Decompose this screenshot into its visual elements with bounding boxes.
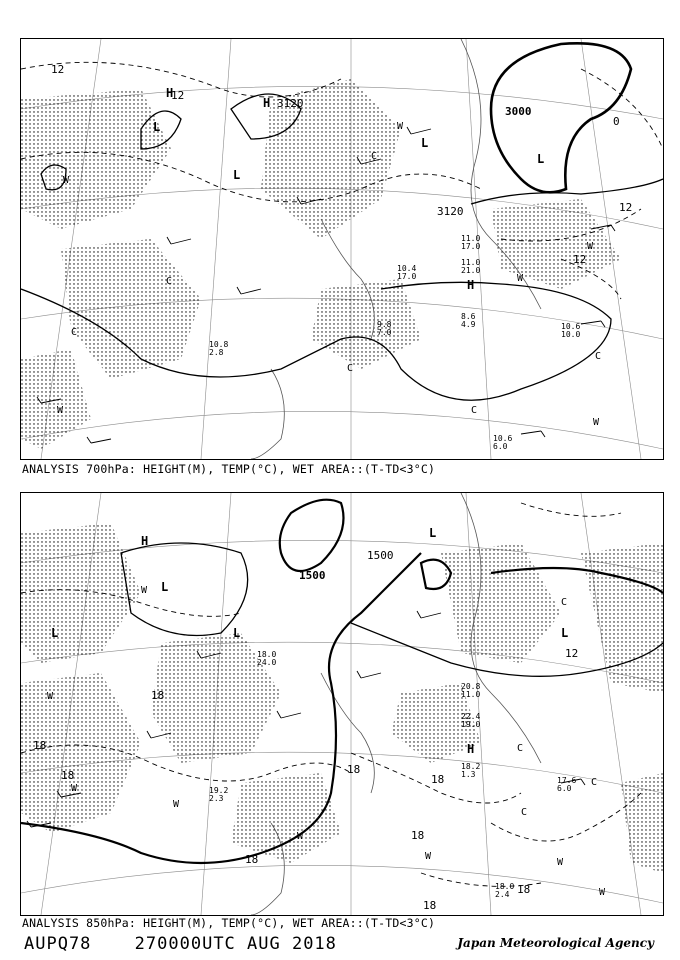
temp-label: 18 (61, 769, 75, 782)
temp-label: 18 (423, 899, 437, 912)
system-marker: L (233, 626, 241, 640)
station-value: 19.0 (461, 720, 481, 729)
temp-label: 18 (151, 689, 165, 702)
system-marker: W (425, 851, 432, 862)
height-label: 1500 (367, 549, 394, 562)
chart-850hpa (20, 492, 664, 916)
system-marker: C (166, 276, 173, 287)
station-value: 17.0 (397, 272, 417, 281)
system-marker: C (371, 151, 378, 162)
system-marker: W (593, 417, 600, 428)
system-marker: L (429, 526, 437, 540)
wet-area-700 (21, 79, 621, 449)
chart-700hpa (20, 38, 664, 460)
station-value: 6.0 (557, 784, 572, 793)
station-value: 19.2 (209, 786, 229, 795)
temp-label: 12 (51, 63, 65, 76)
temp-label: 12 (171, 89, 185, 102)
caption-700hpa: ANALYSIS 700hPa: HEIGHT(M), TEMP(°C), WET AREA::(T-TD<3°C) (22, 462, 436, 476)
station-value: 21.0 (461, 266, 481, 275)
system-marker: H (166, 86, 174, 100)
station-value: 7.0 (377, 328, 392, 337)
station-value: 11.0 (461, 234, 481, 243)
station-value: 17.0 (461, 242, 481, 251)
system-marker: L (51, 626, 59, 640)
system-marker: W (517, 273, 524, 284)
temp-label: 12 (619, 201, 633, 214)
station-value: 20.8 (461, 682, 481, 691)
system-marker: W (63, 175, 70, 186)
station-value: 18.0 (257, 650, 277, 659)
temp-label: 18 (245, 853, 259, 866)
system-marker: H (467, 742, 475, 756)
system-marker: L (561, 626, 569, 640)
station-value: 8.6 (461, 312, 476, 321)
system-marker: W (47, 691, 54, 702)
system-marker: C (591, 777, 598, 788)
station-value: 9.8 (377, 320, 392, 329)
chart-datetime: 270000UTC AUG 2018 (134, 934, 337, 954)
system-marker: C (347, 363, 354, 374)
system-marker: C (595, 351, 602, 362)
system-marker: W (587, 241, 594, 252)
station-value: 1.3 (461, 770, 476, 779)
system-marker: C (521, 807, 528, 818)
station-value: 2.3 (209, 794, 224, 803)
station-value: 2.8 (209, 348, 224, 357)
station-value: 2.4 (495, 890, 510, 899)
station-value: 10.6 (493, 434, 513, 443)
height-label: 3000 (505, 105, 532, 118)
station-value: 10.4 (397, 264, 417, 273)
temp-label: 12 (573, 253, 587, 266)
system-marker: C (471, 405, 478, 416)
system-marker: W (297, 831, 304, 842)
system-marker: W (71, 783, 78, 794)
station-value: 6.0 (493, 442, 508, 451)
system-marker: H (263, 96, 271, 110)
height-label: 3120 (277, 97, 304, 110)
height-label: 3120 (437, 205, 464, 218)
system-marker: L (153, 120, 161, 134)
wet-area-850 (21, 523, 663, 873)
system-marker: W (57, 405, 64, 416)
station-value: 22.4 (461, 712, 481, 721)
system-marker: C (561, 597, 568, 608)
agency-name: Japan Meteorological Agency (457, 936, 654, 950)
temp-label: 18 (347, 763, 361, 776)
temp-label: 18 (33, 739, 47, 752)
station-value: 11.0 (461, 258, 481, 267)
station-value: 18.2 (461, 762, 481, 771)
system-marker: W (397, 121, 404, 132)
temp-label: 12 (565, 647, 579, 660)
station-value: 17.6 (557, 776, 577, 785)
system-marker: L (537, 152, 545, 166)
system-marker: W (173, 799, 180, 810)
station-value: 11.0 (461, 690, 481, 699)
station-value: 4.9 (461, 320, 476, 329)
station-value: 10.6 (561, 322, 581, 331)
temp-label: 18 (517, 883, 531, 896)
station-value: 10.0 (561, 330, 581, 339)
temp-label: 18 (411, 829, 425, 842)
chart-code: AUPQ78 (24, 934, 92, 954)
system-marker: H (467, 278, 475, 292)
station-value: 24.0 (257, 658, 277, 667)
system-marker: L (161, 580, 169, 594)
map-700hpa (21, 39, 663, 459)
system-marker: L (421, 136, 429, 150)
temp-label: 18 (431, 773, 445, 786)
system-marker: C (71, 327, 78, 338)
station-value: 10.8 (209, 340, 229, 349)
caption-850hpa: ANALYSIS 850hPa: HEIGHT(M), TEMP(°C), WET AREA::(T-TD<3°C) (22, 916, 436, 930)
system-marker: L (233, 168, 241, 182)
height-label: 1500 (299, 569, 326, 582)
system-marker: H (141, 534, 149, 548)
chart-identifier (24, 934, 369, 954)
system-marker: W (557, 857, 564, 868)
map-850hpa (21, 493, 663, 915)
temp-label: 0 (613, 115, 620, 128)
system-marker: C (517, 743, 524, 754)
system-marker: W (141, 585, 148, 596)
system-marker: W (599, 887, 606, 898)
station-value: 18.0 (495, 882, 515, 891)
